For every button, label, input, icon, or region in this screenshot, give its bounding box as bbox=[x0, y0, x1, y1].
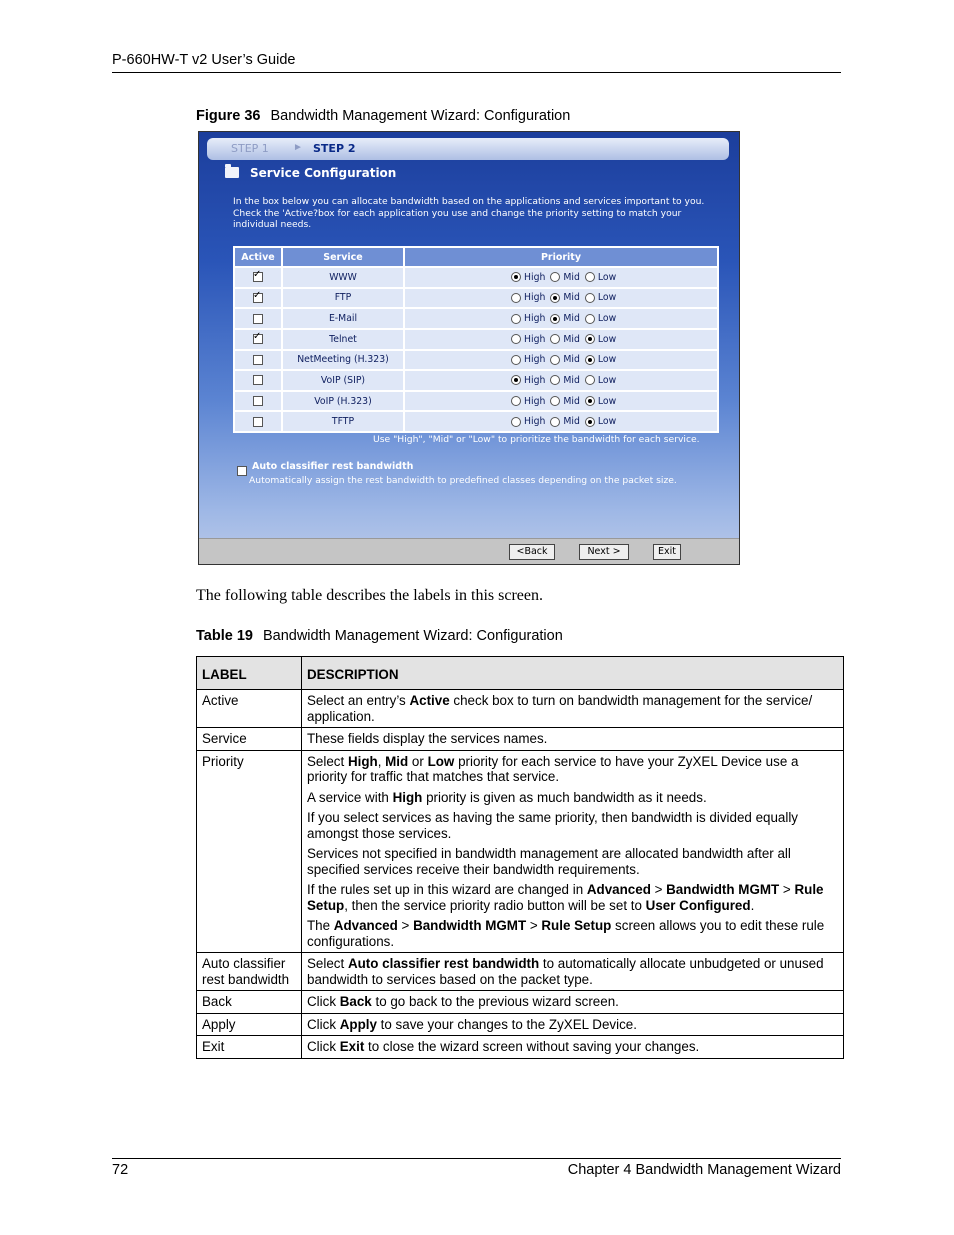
description-row bbox=[197, 953, 844, 991]
service-row bbox=[234, 329, 718, 350]
priority-radio-mid[interactable] bbox=[550, 314, 560, 324]
priority-option-label: Mid bbox=[563, 313, 580, 325]
priority-radio-mid[interactable] bbox=[550, 355, 560, 365]
description-paragraph: Select an entry’s Active check box to turn on bandwidth management for the service/ application. bbox=[307, 693, 813, 724]
table-title: Bandwidth Management Wizard: Configuration bbox=[262, 628, 563, 644]
next-button[interactable]: Next > bbox=[579, 544, 629, 560]
priority-radio-low[interactable] bbox=[585, 272, 595, 282]
priority-option-label: Low bbox=[597, 416, 617, 428]
active-checkbox[interactable] bbox=[253, 314, 263, 324]
priority-radio-low[interactable] bbox=[585, 314, 595, 324]
priority-option-label: Mid bbox=[563, 374, 580, 386]
footer-rule bbox=[112, 1158, 841, 1159]
description-table bbox=[196, 656, 844, 1059]
description-row bbox=[197, 1036, 844, 1059]
priority-option-label: High bbox=[524, 374, 546, 386]
service-row bbox=[234, 411, 718, 432]
description-paragraph: These fields display the services names. bbox=[307, 731, 548, 746]
row-description bbox=[302, 750, 844, 953]
service-name: WWW bbox=[282, 267, 404, 288]
priority-radio-high[interactable] bbox=[511, 396, 521, 406]
row-label: Back bbox=[197, 991, 302, 1014]
description-row bbox=[197, 750, 844, 953]
priority-radio-high[interactable] bbox=[511, 272, 521, 282]
row-label: Service bbox=[197, 728, 302, 751]
description-paragraph: Click Back to go back to the previous wizard screen. bbox=[307, 994, 619, 1009]
priority-cell bbox=[404, 267, 718, 288]
priority-option-label: Low bbox=[597, 354, 617, 366]
service-row bbox=[234, 288, 718, 309]
service-name: TFTP bbox=[282, 411, 404, 432]
row-label: Active bbox=[197, 690, 302, 728]
priority-radio-high[interactable] bbox=[511, 334, 521, 344]
service-table bbox=[233, 246, 719, 433]
service-row bbox=[234, 267, 718, 288]
table-caption bbox=[196, 628, 563, 644]
button-bar bbox=[199, 538, 739, 565]
priority-radio-low[interactable] bbox=[585, 334, 595, 344]
service-name: VoIP (SIP) bbox=[282, 370, 404, 391]
active-cell bbox=[234, 391, 282, 412]
priority-radio-mid[interactable] bbox=[550, 375, 560, 385]
figure-title: Bandwidth Management Wizard: Configuration bbox=[270, 108, 571, 124]
row-label: Priority bbox=[197, 750, 302, 953]
priority-radio-mid[interactable] bbox=[550, 417, 560, 427]
service-row bbox=[234, 308, 718, 329]
priority-option-label: Mid bbox=[563, 416, 580, 428]
priority-option-label: Mid bbox=[563, 395, 580, 407]
priority-radio-low[interactable] bbox=[585, 396, 595, 406]
back-button[interactable]: <Back bbox=[509, 544, 555, 560]
service-row bbox=[234, 350, 718, 371]
description-row bbox=[197, 690, 844, 728]
priority-radio-high[interactable] bbox=[511, 375, 521, 385]
priority-option-label: High bbox=[524, 354, 546, 366]
active-cell bbox=[234, 267, 282, 288]
intro-text: In the box below you can allocate bandwidth based on the applications and services important to you. Check the 'Active?box for each application you use and change the priority setting to match your individual needs. bbox=[233, 196, 705, 230]
priority-radio-high[interactable] bbox=[511, 417, 521, 427]
service-name: E-Mail bbox=[282, 308, 404, 329]
auto-classifier-label: Auto classifier rest bandwidth bbox=[252, 461, 414, 472]
priority-hint: Use "High", "Mid" or "Low" to prioritize the bandwidth for each service. bbox=[373, 434, 700, 445]
description-column-header: DESCRIPTION bbox=[302, 657, 844, 690]
service-name: NetMeeting (H.323) bbox=[282, 350, 404, 371]
row-description bbox=[302, 690, 844, 728]
row-description bbox=[302, 728, 844, 751]
active-cell bbox=[234, 288, 282, 309]
description-row bbox=[197, 1013, 844, 1036]
priority-option-label: High bbox=[524, 395, 546, 407]
priority-radio-high[interactable] bbox=[511, 314, 521, 324]
priority-radio-high[interactable] bbox=[511, 355, 521, 365]
header-rule bbox=[112, 72, 841, 73]
priority-option-label: Low bbox=[597, 333, 617, 345]
description-paragraph: If the rules set up in this wizard are changed in Advanced > Bandwidth MGMT > Rule Setup, then the service priority radio button will be set to User Configured. bbox=[307, 882, 824, 913]
priority-radio-low[interactable] bbox=[585, 293, 595, 303]
row-description bbox=[302, 991, 844, 1014]
description-paragraph: Select High, Mid or Low priority for each service to have your ZyXEL Device use a priority for traffic that matches that service. bbox=[307, 753, 799, 784]
active-checkbox[interactable] bbox=[253, 355, 263, 365]
exit-button[interactable]: Exit bbox=[653, 544, 681, 560]
row-label: Auto classifier rest bandwidth bbox=[197, 953, 302, 991]
priority-option-label: Mid bbox=[563, 333, 580, 345]
service-name: VoIP (H.323) bbox=[282, 391, 404, 412]
active-checkbox[interactable] bbox=[253, 417, 263, 427]
active-cell bbox=[234, 308, 282, 329]
active-cell bbox=[234, 329, 282, 350]
priority-cell bbox=[404, 370, 718, 391]
active-checkbox[interactable] bbox=[253, 293, 263, 303]
running-header: P-660HW-T v2 User’s Guide bbox=[112, 52, 296, 68]
priority-option-label: High bbox=[524, 333, 546, 345]
table-number: Table 19 bbox=[196, 628, 253, 644]
wizard-screenshot bbox=[198, 131, 740, 565]
active-checkbox[interactable] bbox=[253, 375, 263, 385]
priority-radio-mid[interactable] bbox=[550, 334, 560, 344]
priority-option-label: Low bbox=[597, 292, 617, 304]
priority-option-label: High bbox=[524, 292, 546, 304]
priority-cell bbox=[404, 329, 718, 350]
priority-option-label: Low bbox=[597, 374, 617, 386]
row-description bbox=[302, 1013, 844, 1036]
chapter-title: Chapter 4 Bandwidth Management Wizard bbox=[567, 1162, 841, 1178]
row-label: Exit bbox=[197, 1036, 302, 1059]
priority-option-label: Low bbox=[597, 395, 617, 407]
description-row bbox=[197, 728, 844, 751]
column-header-active: Active bbox=[234, 247, 282, 267]
priority-option-label: Low bbox=[597, 313, 617, 325]
label-column-header: LABEL bbox=[197, 657, 302, 690]
active-cell bbox=[234, 411, 282, 432]
description-row bbox=[197, 991, 844, 1014]
description-paragraph: A service with High priority is given as much bandwidth as it needs. bbox=[307, 789, 707, 805]
step-2-tab[interactable]: STEP 2 bbox=[313, 142, 356, 155]
priority-option-label: Mid bbox=[563, 292, 580, 304]
priority-radio-low[interactable] bbox=[585, 417, 595, 427]
lead-text: The following table describes the labels in this screen. bbox=[196, 587, 544, 604]
description-paragraph: Select Auto classifier rest bandwidth to automatically allocate unbudgeted or unused bandwidth to services based on the packet type. bbox=[307, 956, 824, 987]
priority-cell bbox=[404, 350, 718, 371]
folder-icon bbox=[225, 167, 239, 178]
priority-option-label: High bbox=[524, 416, 546, 428]
active-checkbox[interactable] bbox=[253, 396, 263, 406]
auto-classifier-checkbox[interactable] bbox=[237, 466, 247, 476]
priority-option-label: Mid bbox=[563, 354, 580, 366]
row-description bbox=[302, 1036, 844, 1059]
description-paragraph: If you select services as having the same priority, then bandwidth is divided equally amongst those services. bbox=[307, 810, 799, 841]
page-number: 72 bbox=[112, 1162, 129, 1178]
priority-radio-low[interactable] bbox=[585, 375, 595, 385]
priority-cell bbox=[404, 391, 718, 412]
column-header-priority: Priority bbox=[404, 247, 718, 267]
priority-radio-mid[interactable] bbox=[550, 272, 560, 282]
figure-caption bbox=[196, 108, 570, 124]
service-name: FTP bbox=[282, 288, 404, 309]
column-header-service: Service bbox=[282, 247, 404, 267]
service-name: Telnet bbox=[282, 329, 404, 350]
service-row bbox=[234, 370, 718, 391]
priority-option-label: High bbox=[524, 313, 546, 325]
step-arrow-icon: ► bbox=[293, 142, 303, 153]
step-1-tab[interactable]: STEP 1 bbox=[231, 142, 269, 155]
priority-option-label: Mid bbox=[563, 271, 580, 283]
priority-radio-mid[interactable] bbox=[550, 293, 560, 303]
priority-radio-low[interactable] bbox=[585, 355, 595, 365]
step-bar bbox=[207, 138, 729, 160]
description-paragraph: Services not specified in bandwidth management are allocated bandwidth after all specified services receive their bandwidth requirements. bbox=[307, 846, 791, 877]
active-cell bbox=[234, 350, 282, 371]
description-paragraph: Click Apply to save your changes to the ZyXEL Device. bbox=[307, 1016, 637, 1032]
figure-number: Figure 36 bbox=[196, 108, 261, 124]
description-paragraph: Click Exit to close the wizard screen without saving your changes. bbox=[307, 1039, 700, 1054]
service-row bbox=[234, 391, 718, 412]
priority-radio-high[interactable] bbox=[511, 293, 521, 303]
section-title: Service Configuration bbox=[250, 166, 397, 180]
priority-radio-mid[interactable] bbox=[550, 396, 560, 406]
priority-cell bbox=[404, 411, 718, 432]
priority-cell bbox=[404, 288, 718, 309]
active-cell bbox=[234, 370, 282, 391]
row-label: Apply bbox=[197, 1013, 302, 1036]
auto-classifier-description: Automatically assign the rest bandwidth to predefined classes depending on the packet size. bbox=[249, 475, 677, 486]
active-checkbox[interactable] bbox=[253, 272, 263, 282]
row-description bbox=[302, 953, 844, 991]
priority-option-label: High bbox=[524, 271, 546, 283]
priority-cell bbox=[404, 308, 718, 329]
priority-option-label: Low bbox=[597, 271, 617, 283]
description-paragraph: The Advanced > Bandwidth MGMT > Rule Setup screen allows you to edit these rule configurations. bbox=[307, 918, 825, 949]
active-checkbox[interactable] bbox=[253, 334, 263, 344]
